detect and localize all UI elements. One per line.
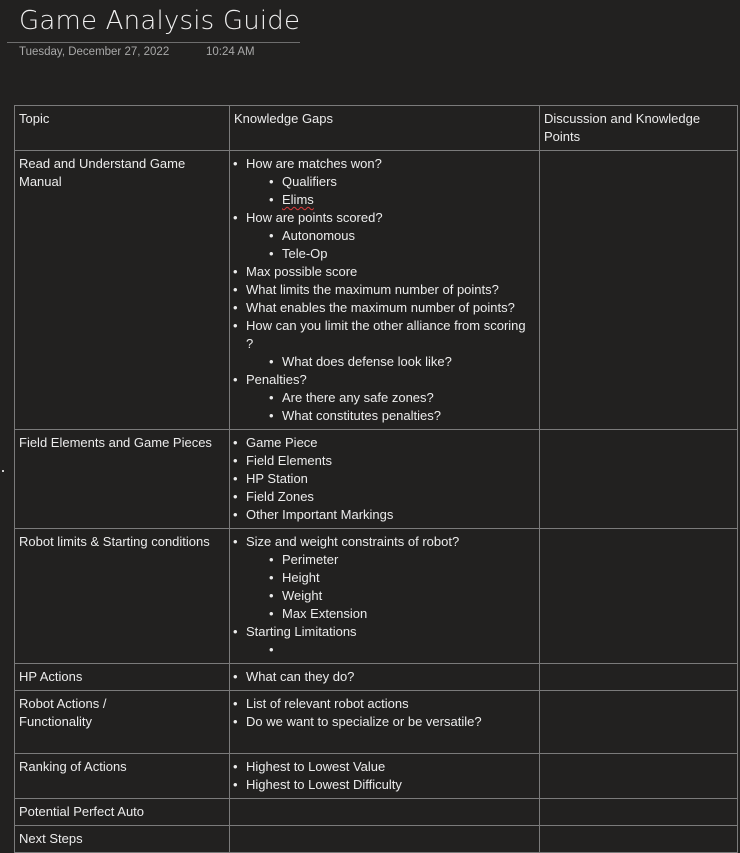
list-item-text: Perimeter xyxy=(282,552,339,567)
discussion-cell[interactable] xyxy=(540,151,738,430)
page-time: 10:24 AM xyxy=(206,46,255,58)
discussion-cell[interactable] xyxy=(540,826,738,853)
list-item-text: What does defense look like? xyxy=(282,354,452,369)
list-item xyxy=(234,551,535,569)
list-item xyxy=(234,371,535,389)
bullet-list xyxy=(234,695,535,731)
discussion-cell[interactable] xyxy=(540,529,738,664)
list-item-text: Starting Limitations xyxy=(246,624,357,639)
list-item-text: What enables the maximum number of points? xyxy=(246,300,515,315)
knowledge-gaps-cell[interactable] xyxy=(230,826,540,853)
list-item xyxy=(234,281,535,299)
list-item-text: Weight xyxy=(282,588,323,603)
topic-cell[interactable]: HP Actions xyxy=(15,664,230,691)
list-item-text: Size and weight constraints of robot? xyxy=(246,534,460,549)
list-item xyxy=(234,569,535,587)
list-item-text: Max possible score xyxy=(246,264,358,279)
list-item xyxy=(234,434,535,452)
list-item xyxy=(234,533,535,551)
table-row xyxy=(15,151,738,430)
list-item xyxy=(234,470,535,488)
page-date: Tuesday, December 27, 2022 xyxy=(19,46,170,58)
list-item-text: How can you limit the other alliance from scoring ? xyxy=(246,318,526,351)
discussion-cell[interactable] xyxy=(540,664,738,691)
list-item xyxy=(234,587,535,605)
list-item-text: What can they do? xyxy=(246,669,355,684)
knowledge-gaps-cell[interactable] xyxy=(230,664,540,691)
list-item-text: Do we want to specialize or be versatile? xyxy=(246,714,482,729)
list-item-text: How are points scored? xyxy=(246,210,383,225)
knowledge-gaps-cell[interactable] xyxy=(230,529,540,664)
bullet-list xyxy=(234,533,535,659)
list-item xyxy=(234,695,535,713)
list-item xyxy=(234,191,535,209)
list-item xyxy=(234,245,535,263)
knowledge-gaps-cell[interactable] xyxy=(230,691,540,754)
list-item xyxy=(234,155,535,173)
knowledge-gaps-cell[interactable] xyxy=(230,754,540,799)
list-item xyxy=(234,713,535,731)
list-item xyxy=(234,263,535,281)
list-item-text: How are matches won? xyxy=(246,156,382,171)
table-row xyxy=(15,430,738,529)
game-analysis-table xyxy=(14,105,738,853)
list-item xyxy=(234,452,535,470)
discussion-cell[interactable] xyxy=(540,754,738,799)
topic-cell[interactable]: Next Steps xyxy=(15,826,230,853)
list-item xyxy=(234,353,535,371)
topic-cell[interactable]: Field Elements and Game Pieces xyxy=(15,430,230,529)
knowledge-gaps-cell[interactable] xyxy=(230,151,540,430)
title-divider xyxy=(7,42,300,43)
header-topic[interactable]: Topic xyxy=(15,106,230,151)
topic-cell[interactable]: Read and Understand Game Manual xyxy=(15,151,230,430)
list-item xyxy=(234,605,535,623)
discussion-cell[interactable] xyxy=(540,799,738,826)
list-item xyxy=(234,758,535,776)
topic-cell[interactable]: Robot limits & Starting conditions xyxy=(15,529,230,664)
topic-cell[interactable]: Ranking of Actions xyxy=(15,754,230,799)
list-item-text: Elims xyxy=(282,192,314,207)
list-item-text: Qualifiers xyxy=(282,174,337,189)
list-item-text: Max Extension xyxy=(282,606,368,621)
table-row xyxy=(15,799,738,826)
list-item xyxy=(234,407,535,425)
list-item xyxy=(234,506,535,524)
discussion-cell[interactable] xyxy=(540,430,738,529)
list-item-text: Field Elements xyxy=(246,453,332,468)
list-item xyxy=(234,173,535,191)
list-item-text xyxy=(282,642,286,657)
list-item xyxy=(234,299,535,317)
bullet-list xyxy=(234,434,535,524)
list-item xyxy=(234,209,535,227)
discussion-cell[interactable] xyxy=(540,691,738,754)
list-item-text: What constitutes penalties? xyxy=(282,408,441,423)
table-row xyxy=(15,529,738,664)
table-row xyxy=(15,664,738,691)
list-item xyxy=(234,227,535,245)
list-item xyxy=(234,668,535,686)
list-item-text: List of relevant robot actions xyxy=(246,696,409,711)
bullet-list xyxy=(234,758,535,794)
list-item xyxy=(234,623,535,641)
table-row xyxy=(15,754,738,799)
page-title[interactable]: Game Analysis Guide xyxy=(19,6,301,36)
bullet-list xyxy=(234,668,535,686)
table-row xyxy=(15,826,738,853)
list-item xyxy=(234,488,535,506)
header-discussion[interactable]: Discussion and Knowledge Points xyxy=(540,106,738,151)
list-item-text: Field Zones xyxy=(246,489,314,504)
list-item-text: Are there any safe zones? xyxy=(282,390,434,405)
knowledge-gaps-cell[interactable] xyxy=(230,430,540,529)
stray-dot-marker xyxy=(2,470,4,472)
bullet-list xyxy=(234,155,535,425)
list-item-text: Tele-Op xyxy=(282,246,328,261)
list-item xyxy=(234,776,535,794)
list-item xyxy=(234,641,535,659)
list-item-text: Highest to Lowest Difficulty xyxy=(246,777,402,792)
list-item-text: Highest to Lowest Value xyxy=(246,759,386,774)
list-item-text: What limits the maximum number of points? xyxy=(246,282,499,297)
knowledge-gaps-cell[interactable] xyxy=(230,799,540,826)
table-header-row xyxy=(15,106,738,151)
list-item xyxy=(234,389,535,407)
list-item xyxy=(234,317,535,353)
list-item-text: Penalties? xyxy=(246,372,307,387)
topic-cell[interactable]: Potential Perfect Auto xyxy=(15,799,230,826)
list-item-text: Other Important Markings xyxy=(246,507,394,522)
table-row xyxy=(15,691,738,754)
list-item-text: Height xyxy=(282,570,320,585)
list-item-text: HP Station xyxy=(246,471,308,486)
list-item-text: Game Piece xyxy=(246,435,318,450)
topic-cell[interactable]: Robot Actions / Functionality xyxy=(15,691,230,754)
list-item-text: Autonomous xyxy=(282,228,355,243)
header-knowledge-gaps[interactable]: Knowledge Gaps xyxy=(230,106,540,151)
